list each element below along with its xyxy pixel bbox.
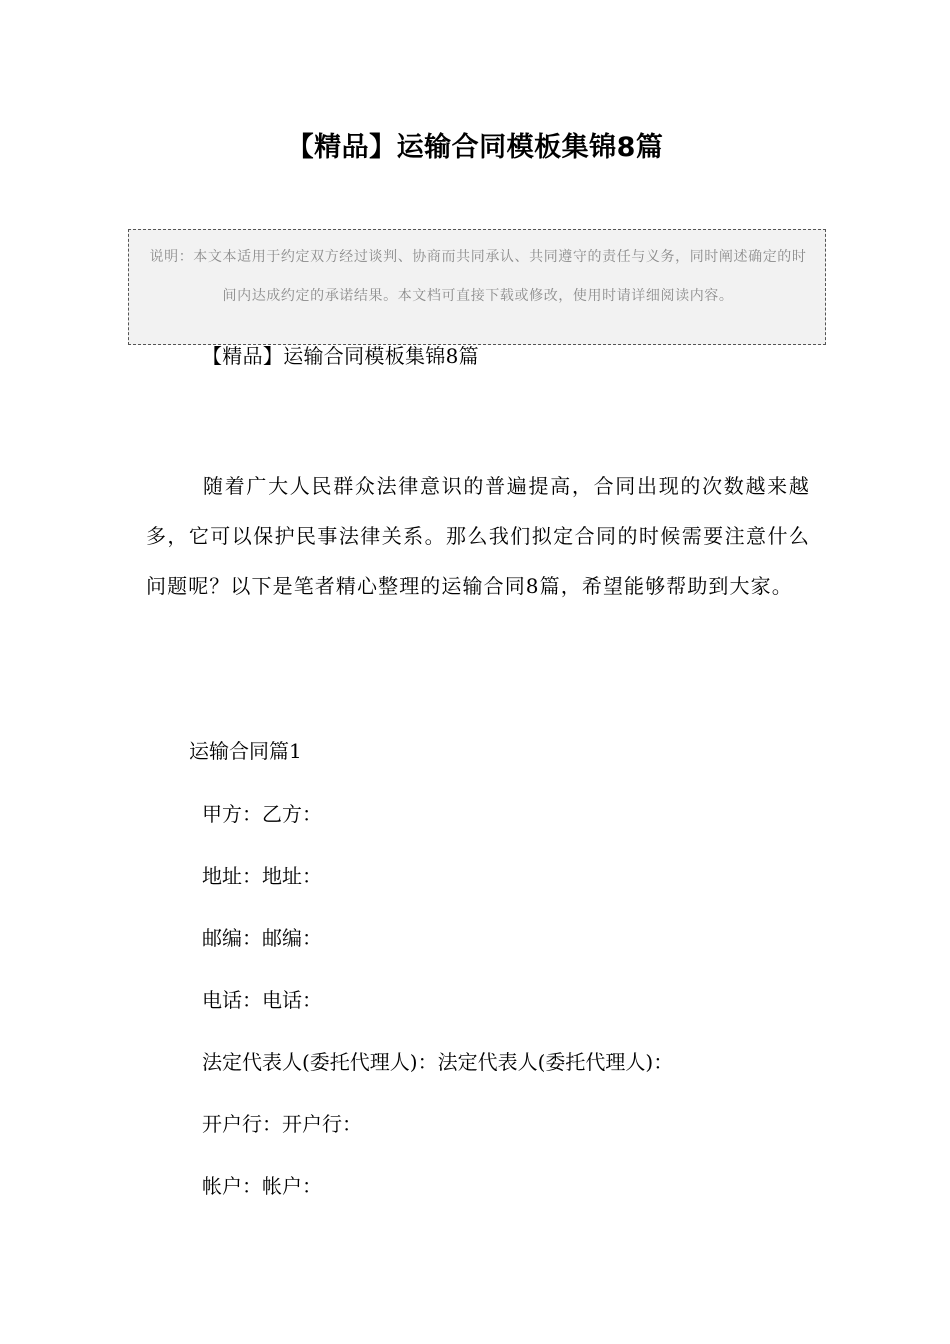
field-account-line: 帐户：帐户： <box>202 1174 322 1198</box>
field-representative-line: 法定代表人(委托代理人)：法定代表人(委托代理人)： <box>202 1050 674 1074</box>
field-postcode-line: 邮编：邮编： <box>202 926 322 950</box>
section-heading: 运输合同篇1 <box>189 739 302 763</box>
field-phone-line: 电话：电话： <box>202 988 322 1012</box>
document-title: 【精品】运输合同模板集锦8篇 <box>286 132 664 163</box>
description-note-box <box>128 229 826 345</box>
document-subtitle: 【精品】运输合同模板集锦8篇 <box>202 344 479 368</box>
intro-paragraph: 随着广大人民群众法律意识的普遍提高，合同出现的次数越来越多，它可以保护民事法律关系。那么我们拟定合同的时候需要注意什么问题呢？以下是笔者精心整理的运输合同8篇，希望能够帮助到大家。 <box>146 474 810 598</box>
field-party-line: 甲方：乙方： <box>202 802 322 826</box>
description-note-text: 说明：本文本适用于约定双方经过谈判、协商而共同承认、共同遵守的责任与义务，同时阐述确定的时间内达成约定的承诺结果。本文档可直接下载或修改，使用时请详细阅读内容。 <box>149 249 807 304</box>
field-bank-line: 开户行：开户行： <box>202 1112 362 1136</box>
field-address-line: 地址：地址： <box>202 864 322 888</box>
